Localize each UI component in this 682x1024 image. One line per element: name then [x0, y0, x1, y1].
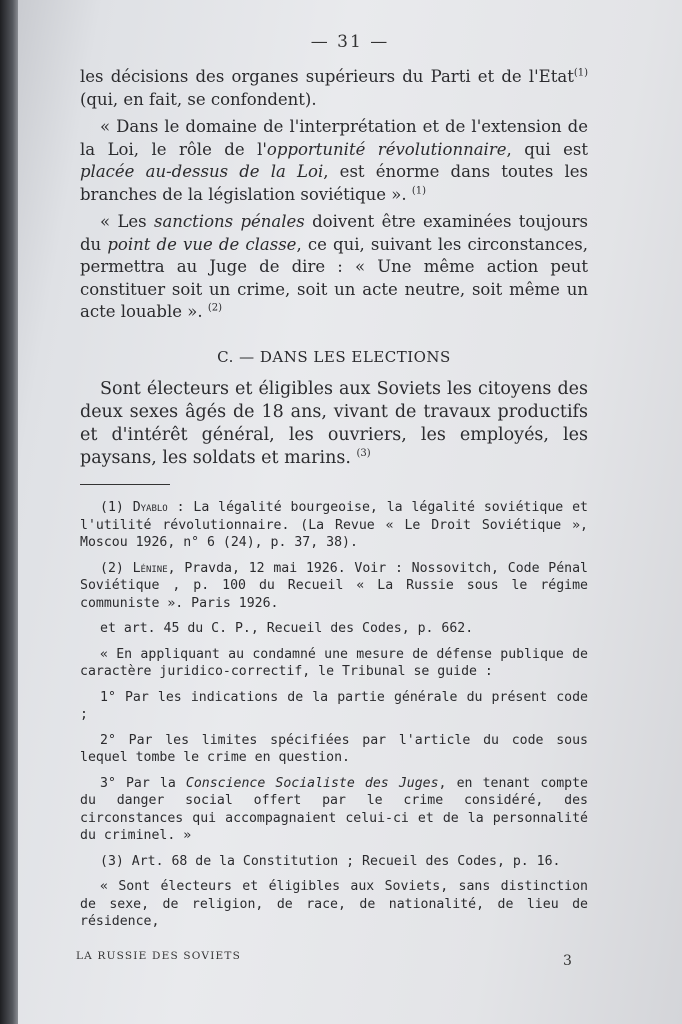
footnote-1-author: Dyablo: [132, 500, 168, 515]
main-text: [80, 66, 588, 939]
paragraph-3-text-e: , ce qui, suivant les circonstances, permettra au Juge de dire : « Une même action peut constituer soit un crime, soit un acte neutre, soit même un acte louable ».: [80, 234, 588, 321]
footnote-2-text: Pravda, 12 mai 1926. Voir : Nossovitch, Code Pénal Soviétique , p. 100 du Recueil « La Russie sous le régime communiste ». Paris 1926.: [80, 560, 588, 611]
paragraph-3-italic-b: sanctions pénales: [153, 212, 305, 231]
footnote-2-item-3-a: 3° Par la: [100, 775, 186, 791]
footnote-2-cont-2: « En appliquant au condamné une mesure de défense publique de caractère juridico-correctif, le Tribunal se guide :: [80, 646, 588, 679]
footnote-3: (3) Art. 68 de la Constitution ; Recueil des Codes, p. 16.: [100, 853, 561, 869]
footnote-2-item-3-c: , en tenant compte du danger social offert par le crime considéré, des circonstances qui accompagnaient celui-ci et de la personnalité du criminel. »: [80, 775, 588, 843]
footnote-divider: [80, 484, 170, 485]
footer-signature-mark: 3: [563, 953, 572, 969]
paragraph-3-italic-d: point de vue de classe: [107, 234, 297, 254]
paragraph-4-text: Sont électeurs et éligibles aux Soviets les citoyens des deux sexes âgés de 18 ans, vivant de travaux productifs et d'intérêt général, les ouvriers, les employés, les paysans, les soldats et marins.: [80, 379, 588, 468]
paragraph-4: [80, 378, 588, 470]
paragraph-2-italic-b: opportunité révolutionnaire: [266, 139, 507, 159]
paragraph-1: [80, 66, 588, 111]
footnote-ref-1b: (1): [411, 185, 426, 196]
footnote-1-number: (1): [100, 500, 133, 515]
book-page: [18, 0, 682, 1024]
paragraph-3: [80, 211, 588, 324]
section-heading: C. — DANS LES ELECTIONS: [217, 347, 451, 366]
paragraph-2-text-a: « Dans le domaine de l'interprétation et de l'extension de la Loi, le rôle de l': [80, 117, 588, 159]
paragraph-2-text-c: , qui est: [506, 139, 588, 159]
footnote-ref-2: (2): [207, 302, 222, 314]
paragraph-3-text-c: doivent être examinées toujours du: [80, 212, 588, 254]
paragraph-1-text: les décisions des organes supérieurs du Parti et de l'Etat: [80, 67, 574, 86]
footnote-2: [80, 560, 588, 613]
footnote-2-item-3: [80, 775, 588, 845]
paragraph-3-text-a: « Les: [100, 212, 154, 231]
footnote-2-number: (2): [100, 560, 133, 576]
footnote-2-author: Lénine,: [132, 560, 176, 576]
book-spine-shadow: [0, 0, 18, 1024]
footnote-3-cont: « Sont électeurs et éligibles aux Soviets, sans distinction de sexe, de religion, de race, de nationalité, de lieu de résidence,: [80, 879, 588, 929]
footnotes: [80, 499, 588, 931]
page-number: — 31 —: [310, 32, 390, 52]
footnote-ref-3: (3): [356, 448, 371, 460]
footnote-1: [80, 499, 588, 552]
footnote-ref-1: (1): [573, 67, 588, 79]
footnote-2-item-1: 1° Par les indications de la partie générale du présent code ;: [80, 689, 588, 722]
paragraph-2-italic-d: placée au-dessus de la Loi: [80, 162, 324, 181]
paragraph-2-text-e: , est énorme dans toutes les branches de la législation soviétique ».: [80, 162, 588, 204]
paragraph-1-end: (qui, en fait, se confondent).: [80, 89, 317, 109]
footnote-2-item-2: 2° Par les limites spécifiées par l'article du code sous lequel tombe le crime en question.: [80, 732, 588, 765]
paragraph-2: [80, 116, 588, 206]
footnote-2-item-3-italic: Conscience Socialiste des Juges: [185, 775, 439, 791]
footer-book-title: LA RUSSIE DES SOVIETS: [76, 950, 242, 962]
footnote-1-text: : La légalité bourgeoise, la légalité soviétique et l'utilité révolutionnaire. (La Revue « Le Droit Soviétique », Moscou 1926, n° 6 (24), p. 37, 38).: [80, 500, 588, 550]
footnote-2-cont-1: et art. 45 du C. P., Recueil des Codes, p. 662.: [100, 621, 474, 636]
